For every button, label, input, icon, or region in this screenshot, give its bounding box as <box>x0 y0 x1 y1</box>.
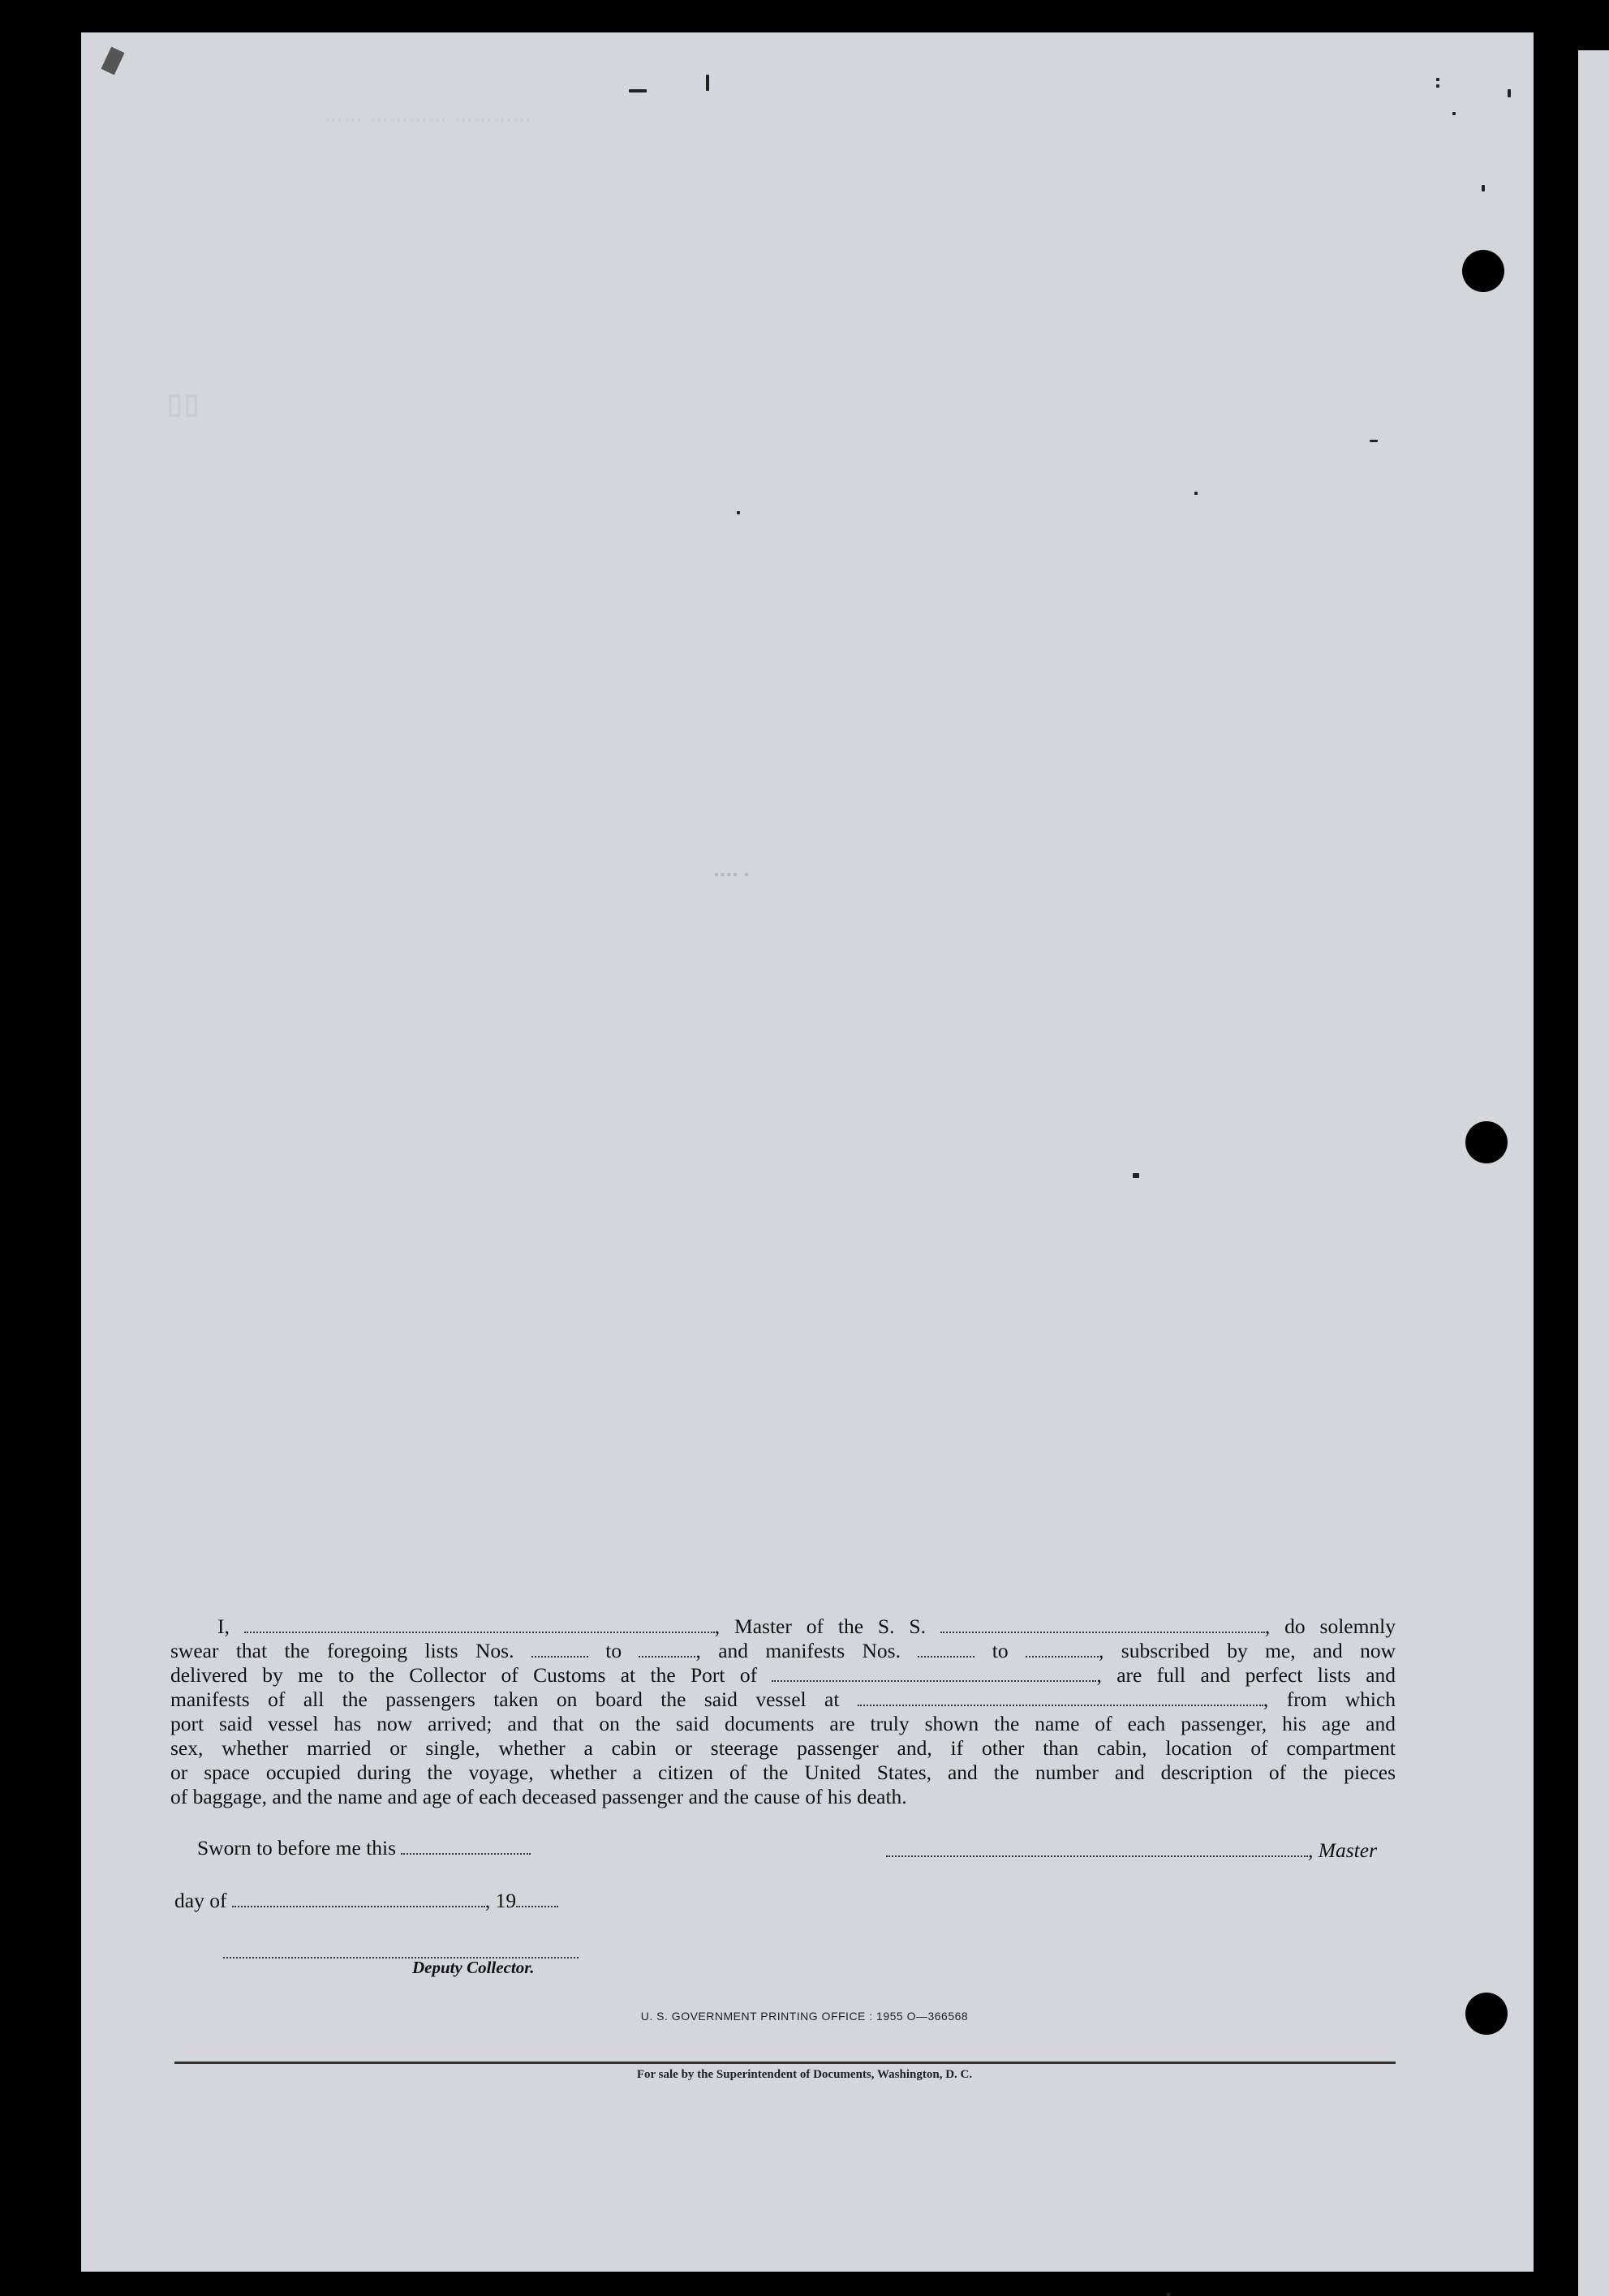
faded-bleedthrough: ▪▪▪▪ ▪ <box>714 868 751 882</box>
scan-mark <box>1370 440 1378 442</box>
oath-text: to <box>605 1639 622 1662</box>
scan-mark <box>706 75 709 91</box>
departure-port-blank[interactable] <box>858 1688 1263 1706</box>
scan-mark <box>1436 78 1439 81</box>
master-label: , Master <box>1308 1838 1377 1862</box>
scan-mark <box>1133 1173 1139 1178</box>
oath-line-2 <box>170 1639 1396 1663</box>
master-signature-line <box>886 1838 1377 1863</box>
master-signature-blank[interactable] <box>886 1839 1308 1857</box>
oath-text: , Master of the S. S. <box>714 1615 926 1638</box>
ship-name-blank[interactable] <box>940 1615 1265 1633</box>
sworn-before-line <box>197 1836 531 1860</box>
manifest-number-to-blank[interactable] <box>1026 1640 1099 1658</box>
footer-rule <box>174 2062 1396 2064</box>
oath-line-1 <box>170 1615 1396 1639</box>
scan-mark <box>1436 84 1439 88</box>
faded-bleedthrough: ▯▯ <box>167 389 201 419</box>
oath-text: , subscribed by me, and now <box>1099 1639 1396 1662</box>
oath-line-6: sex, whether married or single, whether a cabin or steerage passenger and, if other than cabin, location of compartment <box>170 1736 1396 1760</box>
deputy-collector-signature-blank[interactable] <box>223 1941 579 1958</box>
scan-mark <box>1194 492 1198 495</box>
sworn-label: Sworn to before me this <box>197 1836 397 1860</box>
port-blank[interactable] <box>772 1664 1096 1682</box>
scan-mark <box>629 89 647 92</box>
list-number-to-blank[interactable] <box>639 1640 695 1658</box>
oath-text: to <box>992 1639 1009 1662</box>
oath-text: , from which <box>1263 1688 1396 1711</box>
sworn-day-blank[interactable] <box>401 1837 531 1855</box>
faded-bleedthrough: ⋯⋯ ⋯⋯⋯⋯ ⋯⋯⋯⋯ <box>325 110 533 130</box>
oath-line-4 <box>170 1688 1396 1712</box>
master-oath-paragraph <box>170 1615 1396 1809</box>
scan-mark <box>1508 89 1511 97</box>
year-label: , 19 <box>484 1889 517 1912</box>
list-number-from-blank[interactable] <box>531 1640 588 1658</box>
adjacent-page-edge <box>1578 50 1609 2296</box>
deputy-collector-label: Deputy Collector. <box>412 1958 535 1977</box>
oath-text: manifests of all the passengers taken on board the said vessel at <box>170 1688 840 1711</box>
day-of-label: day of <box>174 1889 227 1912</box>
scan-mark <box>1167 2293 1170 2296</box>
oath-line-7: or space occupied during the voyage, whether a citizen of the United States, and the number and description of the pieces <box>170 1761 1396 1784</box>
scan-mark <box>1482 185 1485 191</box>
oath-line-3 <box>170 1663 1396 1688</box>
manifest-number-from-blank[interactable] <box>918 1640 974 1658</box>
oath-text: swear that the foregoing lists Nos. <box>170 1639 514 1662</box>
gpo-imprint: U. S. GOVERNMENT PRINTING OFFICE : 1955 O—366568 <box>640 2010 969 2023</box>
oath-text: delivered by me to the Collector of Customs at the Port of <box>170 1663 758 1687</box>
sale-notice: For sale by the Superintendent of Documents, Washington, D. C. <box>636 2068 973 2081</box>
oath-text: I, <box>217 1615 230 1638</box>
oath-text: , and manifests Nos. <box>695 1639 901 1662</box>
oath-line-5: port said vessel has now arrived; and that on the said documents are truly shown the name of each passenger, his age and <box>170 1712 1396 1735</box>
scan-mark <box>737 511 740 514</box>
document-page <box>81 32 1534 2272</box>
day-of-line <box>174 1889 558 1913</box>
month-blank[interactable] <box>232 1890 485 1907</box>
oath-text: , do solemnly <box>1264 1615 1396 1638</box>
year-blank[interactable] <box>516 1890 558 1907</box>
punch-hole-top <box>1462 250 1504 292</box>
scan-mark <box>1452 112 1456 115</box>
master-name-blank[interactable] <box>244 1615 715 1633</box>
oath-line-8: of baggage, and the name and age of each deceased passenger and the cause of his death. <box>170 1785 907 1808</box>
oath-text: , are full and perfect lists and <box>1096 1663 1396 1687</box>
punch-hole-middle <box>1465 1121 1508 1163</box>
